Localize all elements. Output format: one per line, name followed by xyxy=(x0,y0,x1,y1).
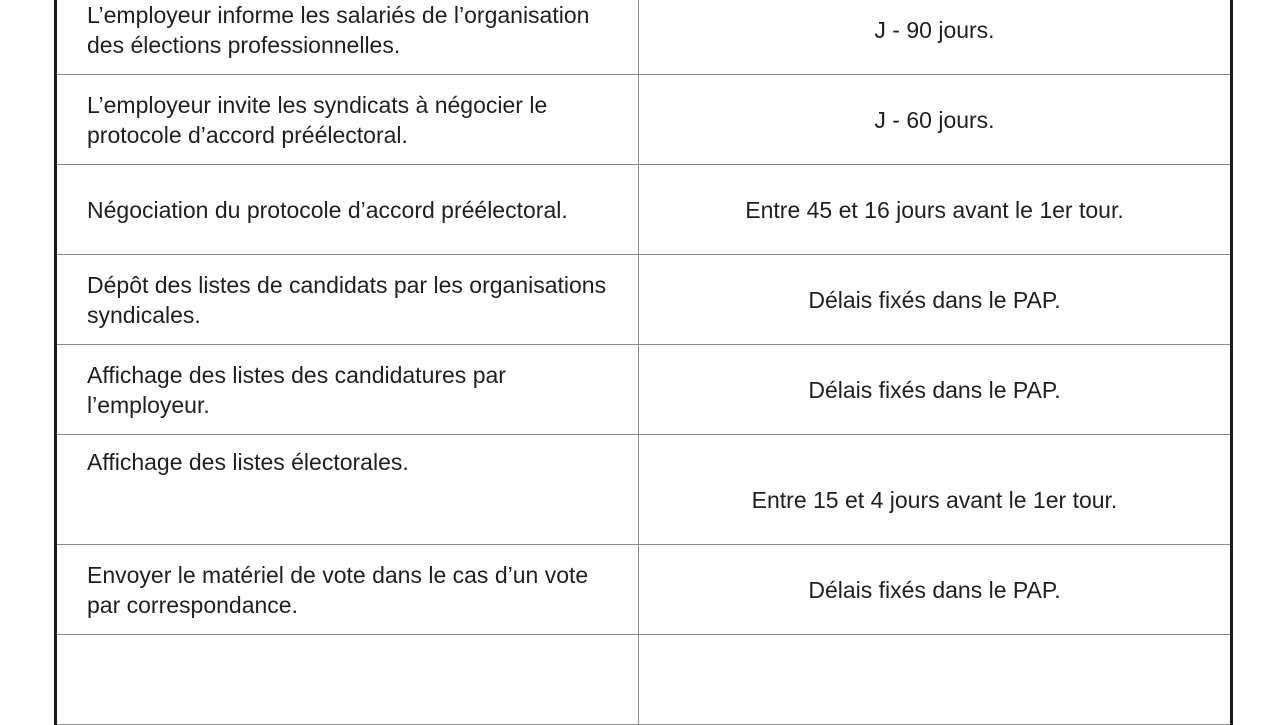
table-row xyxy=(56,75,1232,165)
delay-cell: J - 60 jours. xyxy=(639,75,1232,165)
delay-cell: Délais fixés dans le PAP. xyxy=(639,345,1232,435)
step-cell: L’employeur informe les salariés de l’organisation des élections professionnelles. xyxy=(56,0,639,75)
election-timeline-table xyxy=(54,0,1233,725)
delay-cell: Entre 15 et 4 jours avant le 1er tour. xyxy=(639,435,1232,545)
step-cell: Envoyer le matériel de vote dans le cas d’un vote par correspondance. xyxy=(56,545,639,635)
delay-cell: Délais fixés dans le PAP. xyxy=(639,255,1232,345)
delay-cell: J - 90 jours. xyxy=(639,0,1232,75)
delay-cell xyxy=(639,635,1232,725)
step-cell: Négociation du protocole d’accord préélectoral. xyxy=(56,165,639,255)
delay-cell: Entre 45 et 16 jours avant le 1er tour. xyxy=(639,165,1232,255)
table-row xyxy=(56,635,1232,725)
table-row xyxy=(56,0,1232,75)
step-cell: Affichage des listes électorales. xyxy=(56,435,639,545)
step-cell: Affichage des listes des candidatures par l’employeur. xyxy=(56,345,639,435)
step-cell xyxy=(56,635,639,725)
table-row xyxy=(56,435,1232,545)
table-row xyxy=(56,165,1232,255)
delay-cell: Délais fixés dans le PAP. xyxy=(639,545,1232,635)
table-row xyxy=(56,255,1232,345)
step-cell: L’employeur invite les syndicats à négocier le protocole d’accord préélectoral. xyxy=(56,75,639,165)
step-cell: Dépôt des listes de candidats par les organisations syndicales. xyxy=(56,255,639,345)
table-row xyxy=(56,345,1232,435)
table-row xyxy=(56,545,1232,635)
election-timeline-table-wrapper xyxy=(54,0,1230,725)
